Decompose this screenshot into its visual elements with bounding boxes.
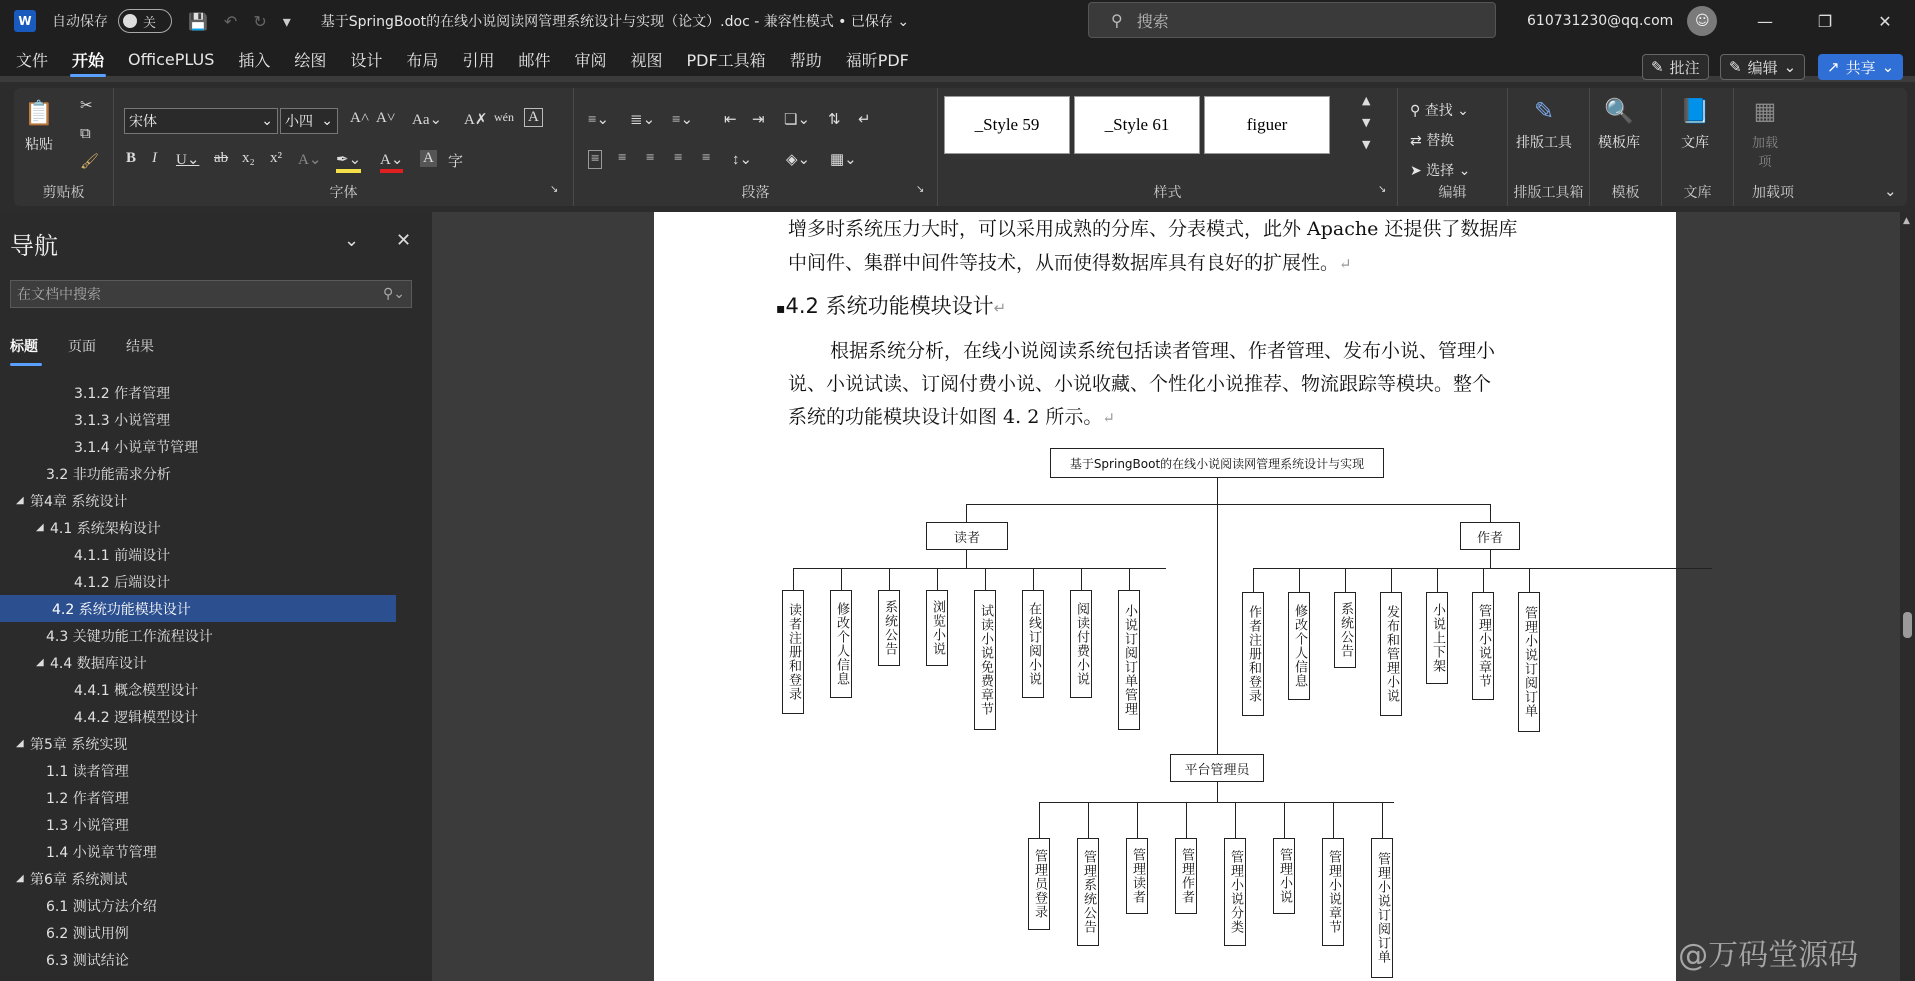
show-marks-icon[interactable]: ↵ xyxy=(858,112,871,128)
body-text-line: 增多时系统压力大时，可以采用成熟的分库、分表模式，此外 Apache 还提供了数据库 xyxy=(788,218,1518,240)
search-icon: ⚲ xyxy=(1410,103,1421,119)
nav-heading-item[interactable] xyxy=(0,676,432,703)
search-input[interactable] xyxy=(1088,2,1496,38)
nav-heading-item[interactable] xyxy=(0,892,432,919)
nav-heading-item[interactable] xyxy=(0,811,432,838)
connector-line xyxy=(1039,802,1394,803)
replace-button[interactable] xyxy=(1410,130,1454,150)
connector-line xyxy=(1391,568,1392,592)
clipboard-icon: 📋 xyxy=(24,99,54,127)
close-icon[interactable]: ✕ xyxy=(396,230,412,251)
addins-button[interactable] xyxy=(1748,94,1782,170)
menu-tab[interactable]: PDF工具箱 xyxy=(686,50,766,70)
nav-heading-label: 3.1.3 小说管理 xyxy=(74,412,171,429)
menu-bar xyxy=(0,42,1915,76)
share-label: 共享 xyxy=(1845,58,1876,77)
clipboard-group xyxy=(14,88,114,206)
diagram-leaf-box: 作者注册和登录 xyxy=(1242,592,1264,716)
connector-line xyxy=(966,504,967,522)
font-color-icon[interactable]: A⌄ xyxy=(380,150,403,173)
connector-line xyxy=(1345,568,1346,592)
word-app-icon: W xyxy=(14,10,36,32)
diagram-leaf-box: 管理小说 xyxy=(1273,838,1295,914)
ribbon-panel xyxy=(14,88,1907,206)
body-text: 中间件、集群中间件等技术，从而使得数据库具有良好的扩展性。 xyxy=(788,252,1340,274)
menu-tab[interactable]: 插入 xyxy=(238,50,271,70)
connector-line xyxy=(1490,504,1491,522)
decrease-indent-icon[interactable]: ⇤ xyxy=(724,112,737,128)
nav-tabs xyxy=(10,336,154,366)
collapse-triangle-icon[interactable]: ◢ xyxy=(16,738,24,749)
collapse-triangle-icon[interactable]: ◢ xyxy=(16,495,24,506)
layout-tool-button[interactable] xyxy=(1516,94,1572,152)
nav-heading-item[interactable] xyxy=(0,379,432,406)
nav-heading-label: 3.1.2 作者管理 xyxy=(74,385,171,402)
paragraph-mark: ↵ xyxy=(993,299,1007,317)
connector-line xyxy=(985,568,986,590)
diagram-leaf-box: 在线订阅小说 xyxy=(1022,590,1044,698)
replace-icon: ⇄ xyxy=(1410,133,1422,149)
nav-heading-label: 3.2 非功能需求分析 xyxy=(46,466,171,483)
function-module-diagram xyxy=(654,212,1676,981)
edit-mode-button[interactable] xyxy=(1720,54,1805,80)
menu-tab[interactable]: 邮件 xyxy=(518,50,551,70)
diagram-leaf-box: 管理小说分类 xyxy=(1224,838,1246,946)
numbering-icon[interactable]: ≣⌄ xyxy=(630,112,656,128)
account-area[interactable] xyxy=(1527,0,1717,42)
template-library-label: 模板库 xyxy=(1598,135,1640,151)
template-library-button[interactable] xyxy=(1598,94,1640,152)
nav-heading-label: 4.1.1 前端设计 xyxy=(74,547,171,564)
nav-heading-label: 4.4.2 逻辑模型设计 xyxy=(74,709,199,726)
nav-heading-label: 1.4 小说章节管理 xyxy=(46,844,157,861)
styles-more-icon[interactable]: ▼ xyxy=(1362,138,1371,151)
bold-icon[interactable]: B xyxy=(126,150,137,166)
connector-line xyxy=(1235,802,1236,838)
select-label: 选择 xyxy=(1426,163,1455,179)
diagram-leaf-box: 管理小说章节 xyxy=(1472,592,1494,700)
edit-label: 编辑 xyxy=(1747,58,1778,77)
search-placeholder: 搜索 xyxy=(1136,11,1169,31)
format-painter-icon[interactable]: 🖌 xyxy=(80,152,100,170)
diagram-author-box: 作者 xyxy=(1460,522,1520,550)
paragraph-dialog-launcher-icon[interactable]: ↘ xyxy=(916,184,925,195)
connector-line xyxy=(794,568,1166,569)
navigation-pane xyxy=(0,212,432,981)
diagram-leaf-box: 小说订阅订单管理 xyxy=(1118,590,1140,730)
menu-tab[interactable]: 帮助 xyxy=(789,50,822,70)
styles-scroll-down-icon[interactable]: ▼ xyxy=(1362,116,1371,129)
connector-line xyxy=(1333,802,1334,838)
chevron-down-icon: ⌄ xyxy=(261,113,273,129)
redo-icon[interactable]: ↻ xyxy=(253,11,267,31)
minimize-icon[interactable]: — xyxy=(1757,11,1773,31)
template-icon: 🔍 xyxy=(1604,97,1634,125)
undo-icon[interactable]: ↶ xyxy=(223,11,238,31)
shading-icon[interactable]: ◈⌄ xyxy=(786,152,811,168)
font-name-select[interactable] xyxy=(124,108,278,134)
search-icon: ⚲⌄ xyxy=(383,286,405,302)
font-size-value: 小四 xyxy=(285,114,313,130)
diagram-leaf-box: 管理员登录 xyxy=(1028,838,1050,930)
nav-heading-item[interactable] xyxy=(0,649,432,676)
editing-group-label: 编辑 xyxy=(1438,185,1467,201)
paste-label: 粘贴 xyxy=(25,137,53,153)
multilevel-list-icon[interactable]: ≡⌄ xyxy=(672,112,694,128)
comment-label: 批注 xyxy=(1669,58,1700,77)
connector-line xyxy=(793,568,794,590)
autosave-state: 关 xyxy=(143,15,157,31)
ribbon xyxy=(0,82,1915,212)
cursor-icon: ➤ xyxy=(1410,163,1422,179)
nav-heading-item[interactable] xyxy=(0,703,432,730)
nav-heading-label: 3.1.4 小说章节管理 xyxy=(74,439,199,456)
chevron-down-icon[interactable]: ⌄ xyxy=(344,230,360,251)
scroll-up-icon[interactable]: ▲ xyxy=(1903,216,1910,226)
comment-button[interactable] xyxy=(1642,54,1709,80)
font-group-label: 字体 xyxy=(329,185,358,201)
diagram-leaf-box: 管理小说章节 xyxy=(1322,838,1344,946)
collapse-triangle-icon[interactable]: ◢ xyxy=(36,522,44,533)
collapse-triangle-icon[interactable]: ◢ xyxy=(36,657,44,668)
diagram-leaf-box: 阅读付费小说 xyxy=(1070,590,1092,698)
watermark: CSDN @万码堂源码 xyxy=(1583,938,1859,973)
menu-tab[interactable]: 设计 xyxy=(350,50,383,70)
superscript-icon[interactable]: x² xyxy=(270,150,282,166)
style-59[interactable]: _Style 59 xyxy=(944,96,1070,154)
font-group xyxy=(114,88,574,206)
text-effects-icon[interactable]: A⌄ xyxy=(298,152,322,168)
diagram-admin-box: 平台管理员 xyxy=(1170,754,1264,782)
bullets-icon[interactable]: ≡⌄ xyxy=(588,112,610,128)
connector-line xyxy=(1529,568,1530,592)
nav-heading-label: 6.1 测试方法介绍 xyxy=(46,898,157,915)
shrink-font-icon[interactable]: A˅ xyxy=(376,110,396,126)
nav-heading-label: 4.2 系统功能模块设计 xyxy=(52,601,191,618)
nav-heading-label: 4.1 系统架构设计 xyxy=(50,520,161,537)
strikethrough-icon[interactable]: ab xyxy=(214,150,229,166)
align-left-icon[interactable]: ≡ xyxy=(588,150,602,169)
menu-tab[interactable]: 审阅 xyxy=(574,50,607,70)
body-text-line: 说、小说试读、订阅付费小说、小说收藏、个性化小说推荐、物流跟踪等模块。整个 xyxy=(788,373,1492,395)
styles-scroll-up-icon[interactable]: ▲ xyxy=(1362,94,1371,107)
menu-tab[interactable]: 视图 xyxy=(630,50,663,70)
layout-tool-group xyxy=(1508,88,1590,206)
connector-line xyxy=(1483,568,1484,592)
diagram-leaf-box: 浏览小说 xyxy=(926,590,948,666)
nav-heading-item[interactable] xyxy=(0,757,432,784)
body-text-line: 根据系统分析，在线小说阅读系统包括读者管理、作者管理、发布小说、管理小 xyxy=(830,340,1496,362)
nav-heading-item[interactable] xyxy=(0,622,432,649)
document-page[interactable] xyxy=(654,212,1676,981)
nav-heading-item[interactable] xyxy=(0,919,432,946)
borders-icon[interactable]: ▦⌄ xyxy=(830,152,857,168)
paragraph-mark: ↵ xyxy=(1102,409,1115,427)
diagram-leaf-box: 试读小说免费章节 xyxy=(974,590,996,730)
subscript-icon[interactable]: x₂ xyxy=(242,150,255,166)
pencil-icon: ✎ xyxy=(1729,58,1742,76)
line-spacing-icon[interactable]: ↕⌄ xyxy=(732,152,753,168)
nav-heading-label: 第4章 系统设计 xyxy=(30,493,128,510)
paragraph-mark: ↵ xyxy=(1339,255,1352,273)
nav-heading-item[interactable] xyxy=(0,730,432,757)
share-button[interactable] xyxy=(1818,54,1903,80)
layout-tool-group-label: 排版工具箱 xyxy=(1513,185,1584,201)
document-title-text: 基于SpringBoot的在线小说阅读网管理系统设计与实现（论文）.doc - 兼容性模式 • 已保存 xyxy=(320,14,893,30)
phonetic-guide-icon[interactable]: wén xyxy=(494,110,514,124)
nav-heading-item[interactable] xyxy=(0,595,396,622)
clear-format-icon[interactable]: A✗ xyxy=(464,112,488,128)
diagram-leaf-box: 读者注册和登录 xyxy=(782,590,804,714)
connector-line xyxy=(1253,568,1254,592)
highlight-color-icon[interactable]: ✒⌄ xyxy=(336,150,361,173)
nav-heading-label: 1.2 作者管理 xyxy=(46,790,129,807)
diagram-leaf-box: 管理小说订阅订单 xyxy=(1371,838,1393,978)
connector-line xyxy=(966,504,1490,505)
connector-line xyxy=(1217,782,1218,802)
diagram-leaf-box: 修改个人信息 xyxy=(830,590,852,698)
font-name-value: 宋体 xyxy=(129,114,157,130)
font-size-select[interactable] xyxy=(280,108,338,134)
chinese-layout-icon[interactable]: ❏⌄ xyxy=(784,112,811,128)
connector-line xyxy=(1382,802,1383,838)
nav-title: 导航 xyxy=(10,232,58,260)
styles-dialog-launcher-icon[interactable]: ↘ xyxy=(1378,184,1387,195)
nav-heading-label: 第5章 系统实现 xyxy=(30,736,128,753)
chevron-down-icon: ⌄ xyxy=(1783,58,1797,76)
diagram-leaf-box: 发布和管理小说 xyxy=(1380,592,1402,716)
toggle-knob xyxy=(123,14,137,28)
diagram-leaf-box: 管理小说订阅订单 xyxy=(1518,592,1540,732)
replace-label: 替换 xyxy=(1426,133,1455,149)
addins-group xyxy=(1734,88,1812,206)
pen-icon: ✎ xyxy=(1533,97,1555,125)
nav-search-placeholder: 在文档中搜索 xyxy=(17,287,101,303)
copy-icon[interactable]: ⧉ xyxy=(80,124,91,142)
connector-line xyxy=(1284,802,1285,838)
addins-group-label: 加载项 xyxy=(1752,185,1794,201)
tab-results[interactable]: 结果 xyxy=(126,339,154,355)
diagram-leaf-box: 管理系统公告 xyxy=(1077,838,1099,946)
restore-icon[interactable]: ❐ xyxy=(1817,11,1833,31)
save-icon[interactable]: 💾 xyxy=(188,11,208,31)
character-shading-icon[interactable]: A xyxy=(420,150,437,167)
heading-tree xyxy=(0,379,432,973)
distributed-icon[interactable]: ≡ xyxy=(702,150,711,166)
italic-icon[interactable]: I xyxy=(152,150,157,166)
grow-font-icon[interactable]: A˄ xyxy=(350,110,370,126)
diagram-leaf-box: 管理读者 xyxy=(1126,838,1148,914)
connector-line xyxy=(1186,802,1187,838)
connector-line xyxy=(1129,568,1130,590)
nav-heading-item[interactable] xyxy=(0,838,432,865)
increase-indent-icon[interactable]: ⇥ xyxy=(752,112,765,128)
clipboard-group-label: 剪贴板 xyxy=(42,185,85,201)
heading-text: 4.2 系统功能模块设计 xyxy=(785,294,994,318)
nav-heading-item[interactable] xyxy=(0,487,432,514)
tab-pages[interactable]: 页面 xyxy=(68,339,96,355)
layout-tool-label: 排版工具 xyxy=(1516,135,1572,151)
document-title[interactable] xyxy=(321,11,909,31)
template-group xyxy=(1590,88,1662,206)
connector-line xyxy=(889,568,890,590)
sort-icon[interactable]: ⇅ xyxy=(828,112,841,128)
nav-heading-item[interactable] xyxy=(0,460,432,487)
connector-line xyxy=(937,568,938,590)
connector-line xyxy=(841,568,842,590)
nav-heading-label: 4.3 关键功能工作流程设计 xyxy=(46,628,213,645)
comment-icon: ✎ xyxy=(1651,58,1664,76)
menu-tab[interactable]: 绘图 xyxy=(294,50,327,70)
nav-heading-label: 4.4.1 概念模型设计 xyxy=(74,682,199,699)
collapse-triangle-icon[interactable]: ◢ xyxy=(16,873,24,884)
library-group xyxy=(1662,88,1734,206)
nav-heading-label: 1.1 读者管理 xyxy=(46,763,129,780)
connector-line xyxy=(1039,802,1040,838)
connector-line xyxy=(1081,568,1082,590)
connector-line xyxy=(1217,478,1218,800)
enclose-characters-icon[interactable]: 字 xyxy=(448,154,464,170)
tab-headings[interactable]: 标题 xyxy=(10,336,38,366)
library-label: 文库 xyxy=(1681,135,1709,151)
connector-line xyxy=(1033,568,1034,590)
paste-button[interactable] xyxy=(22,96,56,154)
addins-label: 加载项 xyxy=(1751,136,1778,170)
scroll-thumb[interactable] xyxy=(1903,612,1912,638)
connector-line xyxy=(1137,802,1138,838)
chevron-down-icon: ⌄ xyxy=(897,14,910,30)
vertical-scrollbar[interactable] xyxy=(1900,212,1915,981)
autosave-label: 自动保存 xyxy=(52,14,108,30)
diagram-leaf-box: 系统公告 xyxy=(878,590,900,666)
find-button[interactable]: ⚲ 查找 ⌄ xyxy=(1410,103,1469,119)
chevron-down-icon: ⌄ xyxy=(321,113,333,129)
style-figuer[interactable]: figuer xyxy=(1204,96,1330,154)
nav-heading-item[interactable] xyxy=(0,568,432,595)
underline-icon[interactable]: U⌄ xyxy=(176,152,200,168)
menu-tab[interactable]: 开始 xyxy=(70,44,106,75)
menu-tab[interactable]: 布局 xyxy=(406,50,439,70)
diagram-leaf-box: 系统公告 xyxy=(1334,592,1356,668)
nav-heading-item[interactable] xyxy=(0,784,432,811)
select-button[interactable]: ➤ 选择 ⌄ xyxy=(1410,163,1471,179)
document-area xyxy=(432,212,1900,981)
editing-group xyxy=(1398,88,1508,206)
align-center-icon[interactable]: ≡ xyxy=(618,150,627,166)
body-text: 系统的功能模块设计如图 4. 2 所示。 xyxy=(788,406,1103,428)
nav-heading-label: 1.3 小说管理 xyxy=(46,817,129,834)
nav-heading-label: 6.3 测试结论 xyxy=(46,952,129,969)
chevron-down-icon: ⌄ xyxy=(1881,58,1895,76)
justify-icon[interactable]: ≡ xyxy=(674,150,683,166)
close-window-icon[interactable]: ✕ xyxy=(1878,11,1892,31)
account-email: 610731230@qq.com xyxy=(1527,13,1674,29)
connector-line xyxy=(1490,550,1491,568)
template-group-label: 模板 xyxy=(1611,185,1640,201)
styles-group-label: 样式 xyxy=(1153,185,1182,201)
paragraph-group xyxy=(574,88,938,206)
character-border-icon[interactable]: A xyxy=(524,108,543,127)
heading-bullet: ▪ xyxy=(776,301,786,317)
nav-heading-item[interactable] xyxy=(0,514,432,541)
nav-heading-item[interactable] xyxy=(0,541,432,568)
change-case-icon[interactable]: Aa⌄ xyxy=(412,112,443,128)
menu-tab[interactable]: OfficePLUS xyxy=(128,49,215,69)
grid-icon: ▦ xyxy=(1753,97,1777,125)
nav-heading-item[interactable] xyxy=(0,946,432,973)
nav-heading-label: 4.4 数据库设计 xyxy=(50,655,147,672)
avatar[interactable]: ☺ xyxy=(1687,6,1717,36)
library-button[interactable] xyxy=(1678,94,1712,152)
connector-line xyxy=(1088,802,1089,838)
style-61[interactable]: _Style 61 xyxy=(1074,96,1200,154)
nav-heading-item[interactable] xyxy=(0,406,432,433)
nav-heading-label: 第6章 系统测试 xyxy=(30,871,128,888)
nav-heading-label: 4.1.2 后端设计 xyxy=(74,574,171,591)
library-icon: 📘 xyxy=(1680,97,1710,125)
diagram-leaf-box: 修改个人信息 xyxy=(1288,592,1310,700)
connector-line xyxy=(1437,568,1438,592)
cut-icon[interactable]: ✂ xyxy=(80,96,93,114)
diagram-reader-box: 读者 xyxy=(926,522,1008,550)
diagram-leaf-box: 管理作者 xyxy=(1175,838,1197,914)
styles-group xyxy=(938,88,1398,206)
menu-tab[interactable]: 福昕PDF xyxy=(845,50,909,70)
diagram-leaf-box: 小说上下架 xyxy=(1426,592,1448,684)
connector-line xyxy=(966,550,967,568)
search-icon: ⚲ xyxy=(1111,10,1123,30)
find-label: 查找 xyxy=(1424,103,1453,119)
customize-quick-access-icon[interactable]: ▾ xyxy=(282,11,291,31)
font-dialog-launcher-icon[interactable]: ↘ xyxy=(550,184,559,195)
diagram-root-box: 基于SpringBoot的在线小说阅读网管理系统设计与实现 xyxy=(1050,448,1384,478)
paragraph-group-label: 段落 xyxy=(741,185,770,201)
nav-search-input[interactable] xyxy=(10,280,412,308)
connector-line xyxy=(1299,568,1300,592)
share-icon: ↗ xyxy=(1827,58,1840,76)
nav-heading-label: 6.2 测试用例 xyxy=(46,925,129,942)
nav-heading-item[interactable] xyxy=(0,865,432,892)
menu-tab[interactable]: 引用 xyxy=(462,50,495,70)
autosave-toggle[interactable] xyxy=(118,9,172,33)
library-group-label: 文库 xyxy=(1683,185,1712,201)
menu-tab[interactable]: 文件 xyxy=(16,50,49,70)
nav-heading-item[interactable] xyxy=(0,433,432,460)
collapse-ribbon-icon[interactable]: ⌄ xyxy=(1884,182,1897,200)
align-right-icon[interactable]: ≡ xyxy=(646,150,655,166)
